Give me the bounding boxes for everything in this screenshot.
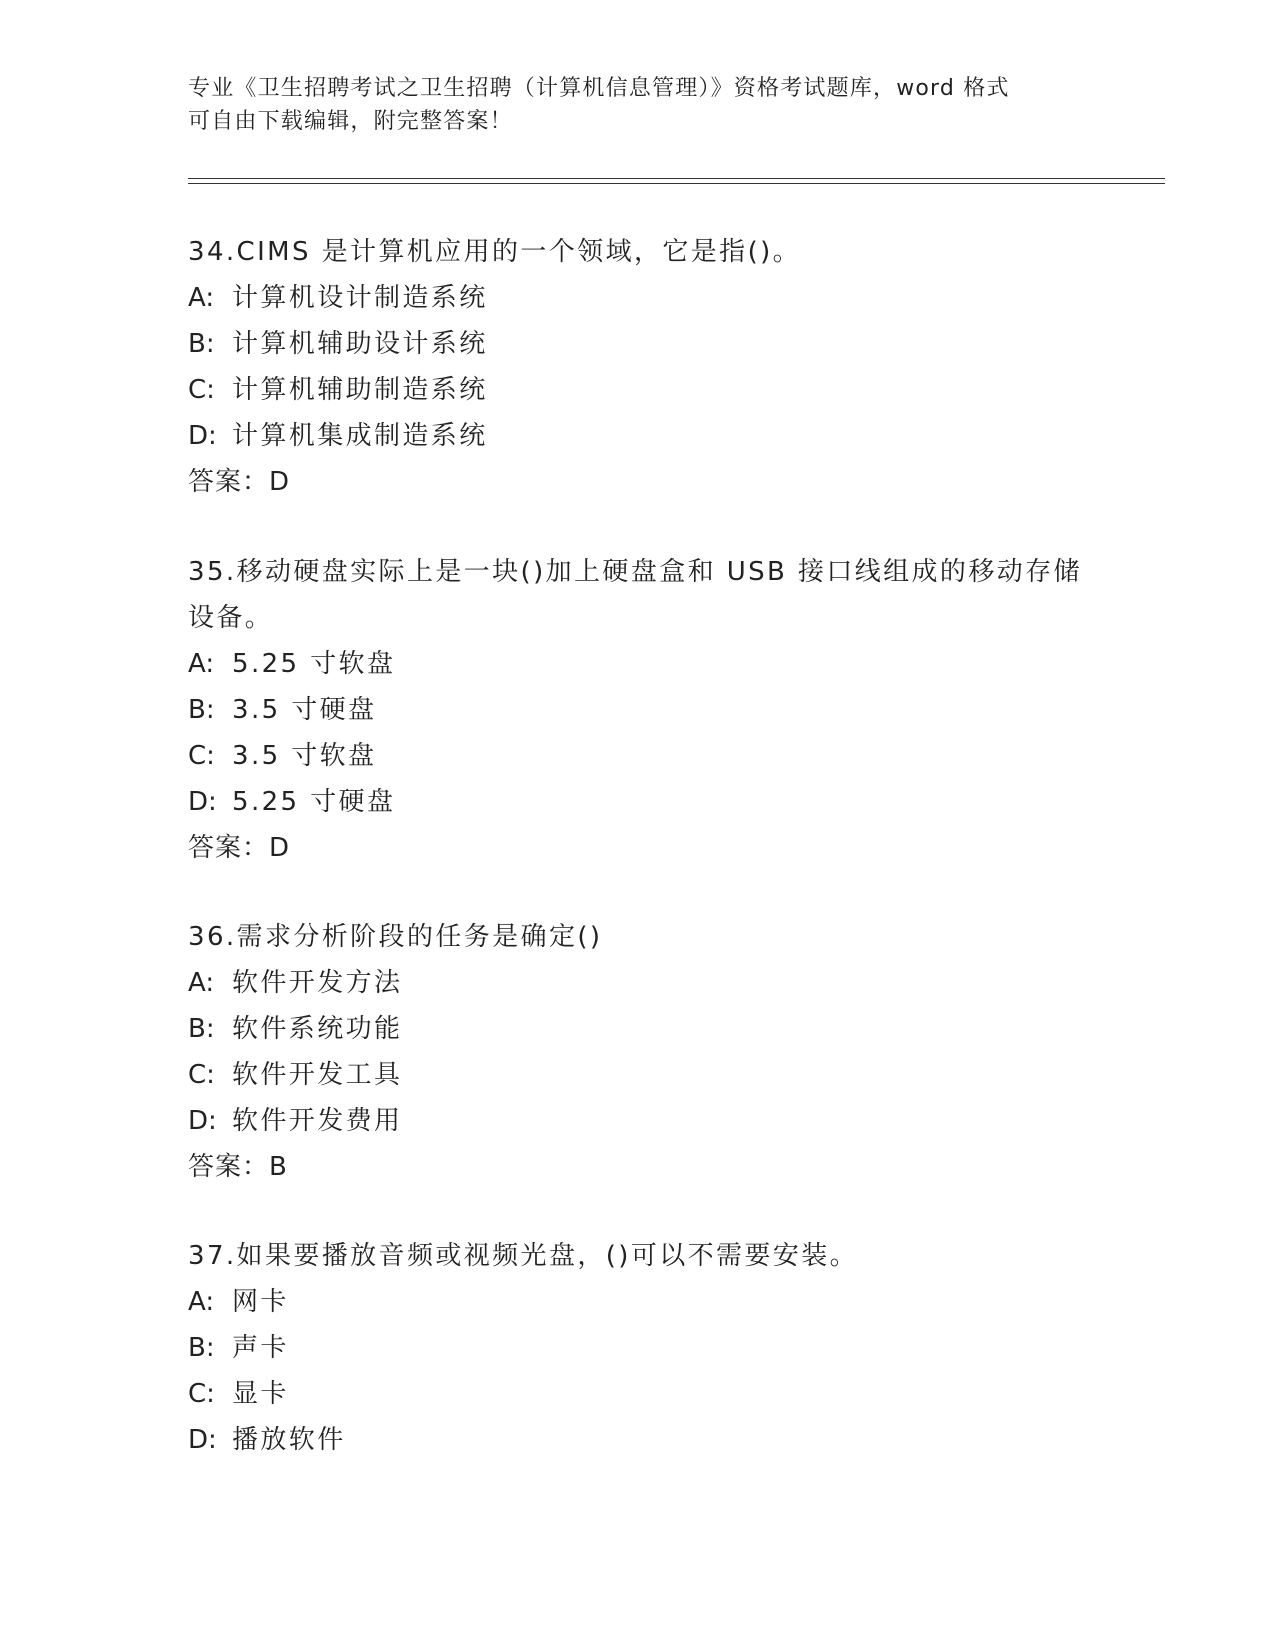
question-35	[188, 549, 1088, 871]
document-header	[188, 72, 1088, 138]
question-stem: 37.如果要播放音频或视频光盘，()可以不需要安装。	[188, 1241, 859, 1271]
option-text: 5.25 寸硬盘	[232, 787, 396, 817]
option-d	[188, 1417, 1088, 1463]
header-line-2: 可自由下载编辑，附完整答案！	[188, 109, 513, 134]
option-c	[188, 367, 1088, 413]
option-letter: C:	[188, 375, 215, 405]
option-letter: B:	[188, 329, 215, 359]
option-letter: C:	[188, 1060, 215, 1090]
option-text: 计算机集成制造系统	[232, 421, 488, 451]
option-c	[188, 1052, 1088, 1098]
option-text: 软件开发费用	[232, 1106, 403, 1136]
answer-line: 答案：D	[188, 833, 291, 863]
question-stem: 35.移动硬盘实际上是一块()加上硬盘盒和 USB 接口线组成的移动存储设备。	[188, 557, 1082, 633]
option-letter: B:	[188, 695, 215, 725]
option-c	[188, 733, 1088, 779]
option-text: 计算机辅助制造系统	[232, 375, 488, 405]
option-d	[188, 413, 1088, 459]
option-letter: C:	[188, 741, 215, 771]
option-a	[188, 960, 1088, 1006]
option-a	[188, 275, 1088, 321]
option-letter: D:	[188, 1425, 217, 1455]
option-text: 软件开发工具	[232, 1060, 403, 1090]
option-a	[188, 1279, 1088, 1325]
question-37	[188, 1233, 1088, 1463]
option-b	[188, 321, 1088, 367]
option-text: 3.5 寸硬盘	[232, 695, 377, 725]
option-text: 播放软件	[232, 1425, 346, 1455]
option-letter: D:	[188, 787, 217, 817]
question-stem: 36.需求分析阶段的任务是确定()	[188, 922, 603, 952]
option-text: 网卡	[232, 1287, 289, 1317]
question-36	[188, 914, 1088, 1190]
option-letter: A:	[188, 649, 215, 679]
option-letter: D:	[188, 1106, 217, 1136]
option-b	[188, 1325, 1088, 1371]
option-letter: D:	[188, 421, 217, 451]
option-text: 显卡	[232, 1379, 289, 1409]
question-34	[188, 229, 1088, 505]
option-c	[188, 1371, 1088, 1417]
option-letter: A:	[188, 283, 215, 313]
answer-line: 答案：B	[188, 1152, 288, 1182]
option-letter: A:	[188, 1287, 215, 1317]
header-divider-top	[188, 178, 1165, 179]
option-text: 5.25 寸软盘	[232, 649, 396, 679]
option-text: 计算机辅助设计系统	[232, 329, 488, 359]
option-letter: C:	[188, 1379, 215, 1409]
option-letter: A:	[188, 968, 215, 998]
option-text: 软件系统功能	[232, 1014, 403, 1044]
option-text: 声卡	[232, 1333, 289, 1363]
option-b	[188, 1006, 1088, 1052]
option-a	[188, 641, 1088, 687]
header-divider-bottom	[188, 183, 1165, 184]
option-letter: B:	[188, 1333, 215, 1363]
option-text: 3.5 寸软盘	[232, 741, 377, 771]
option-text: 计算机设计制造系统	[232, 283, 488, 313]
option-text: 软件开发方法	[232, 968, 403, 998]
question-stem: 34.CIMS 是计算机应用的一个领域，它是指()。	[188, 237, 802, 267]
header-line-1: 专业《卫生招聘考试之卫生招聘（计算机信息管理）》资格考试题库，word 格式	[188, 76, 1010, 101]
option-d	[188, 779, 1088, 825]
option-d	[188, 1098, 1088, 1144]
answer-line: 答案：D	[188, 467, 291, 497]
option-b	[188, 687, 1088, 733]
option-letter: B:	[188, 1014, 215, 1044]
